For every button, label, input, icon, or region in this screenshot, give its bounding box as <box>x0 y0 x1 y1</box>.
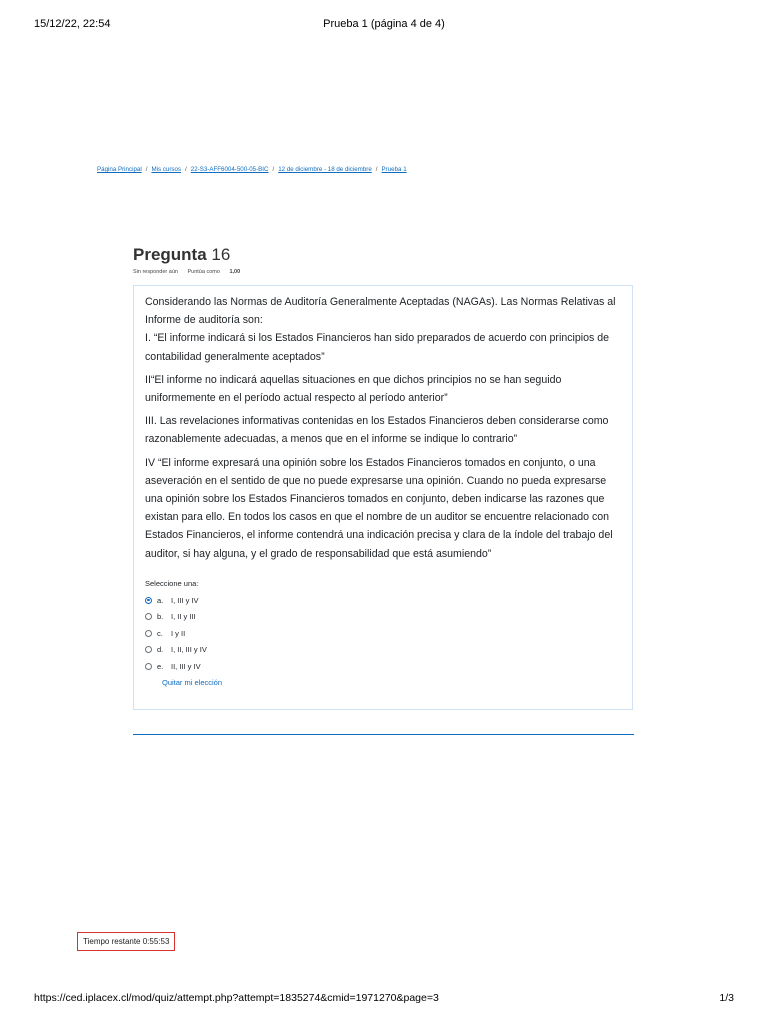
score-value: 1,00 <box>229 269 241 275</box>
question-paragraph-intro: Considerando las Normas de Auditoría Generalmente Aceptadas (NAGAs). Las Normas Relativas al Informe de auditoría son: I. “El informe indicará si los Estados Financieros han sido preparados de acuerdo con principios de contabilidad generalmente aceptados” <box>145 296 616 363</box>
score-label: Puntúa como <box>187 269 220 275</box>
question-paragraph-iii: III. Las revelaciones informativas contenidas en los Estados Financieros deben considerarse como razonablemente adecuadas, a menos que en el informe se indique lo contrario” <box>145 415 609 446</box>
breadcrumb-separator: / <box>272 166 275 173</box>
breadcrumb-separator: / <box>145 166 148 173</box>
question-content-box <box>133 285 633 710</box>
question-paragraph-ii: II“El informe no indicará aquellas situaciones en que dichos principios no se han seguido uniformemente en el período actual respecto al período anterior” <box>145 373 562 405</box>
option-label: II, III y IV <box>171 661 201 671</box>
option-c[interactable] <box>145 625 621 642</box>
time-remaining: Tiempo restante 0:55:53 <box>77 932 175 951</box>
option-b[interactable] <box>145 608 621 625</box>
option-letter: b. <box>157 612 164 622</box>
print-header <box>34 18 734 34</box>
print-title: Prueba 1 (página 4 de 4) <box>323 18 445 30</box>
answer-prompt: Seleccione una: <box>145 578 199 588</box>
radio-e[interactable] <box>145 663 152 670</box>
question-score <box>187 269 240 275</box>
option-d[interactable] <box>145 641 621 658</box>
question-status: Sin responder aún <box>133 269 178 275</box>
radio-a[interactable] <box>145 597 152 604</box>
option-label: I, III y IV <box>171 595 199 605</box>
question-paragraph-iv: IV “El informe expresará una opinión sobre los Estados Financieros tomados en conjunto, o una aseveración en el sentido de que no puede expresarse una opinión. Cuando no pueda expresarse una opinión sobre los Estados Financieros tomados en conjunto, deben indicarse las razones que existan para ello. En todos los casos en que el nombre de un auditor se encuentre relacionado con Estados Financieros, el informe contendrá una indicación precisa y clara de la índole del trabajo del auditor, si hay alguna, y el grado de responsabilidad que está asumiendo” <box>145 456 613 560</box>
question-number: 16 <box>211 245 231 264</box>
breadcrumb-my-courses-link[interactable]: Mis cursos <box>151 166 182 173</box>
question-title <box>133 245 248 265</box>
breadcrumb <box>97 166 407 173</box>
print-url: https://ced.iplacex.cl/mod/quiz/attempt.php?attempt=1835274&cmid=1971270&page=3 <box>34 992 439 1004</box>
radio-d[interactable] <box>145 646 152 653</box>
question-info <box>133 269 248 275</box>
question-text <box>145 293 621 563</box>
print-datetime: 15/12/22, 22:54 <box>34 18 111 30</box>
answer-options <box>145 592 621 675</box>
option-e[interactable] <box>145 658 621 675</box>
question-header <box>133 245 248 275</box>
breadcrumb-course-link[interactable]: 22-S3-AFF6004-500-05-BIC <box>190 166 269 173</box>
breadcrumb-home-link[interactable]: Página Principal <box>97 166 142 173</box>
breadcrumb-quiz-link[interactable]: Prueba 1 <box>381 166 407 173</box>
option-letter: a. <box>157 595 164 605</box>
radio-c[interactable] <box>145 630 152 637</box>
option-letter: d. <box>157 645 164 655</box>
option-label: I y II <box>171 628 186 638</box>
option-label: I, II y III <box>171 612 196 622</box>
option-a[interactable] <box>145 592 621 609</box>
breadcrumb-separator: / <box>185 166 187 173</box>
breadcrumb-week-link[interactable]: 12 de diciembre - 18 de diciembre <box>278 166 372 173</box>
option-letter: e. <box>157 661 164 671</box>
content-divider <box>133 734 634 735</box>
question-word: Pregunta <box>133 245 207 264</box>
option-letter: c. <box>157 628 163 638</box>
clear-choice-link[interactable]: Quitar mi elección <box>162 678 223 688</box>
breadcrumb-separator: / <box>375 166 378 173</box>
print-page-number: 1/3 <box>719 992 734 1004</box>
radio-b[interactable] <box>145 613 152 620</box>
option-label: I, II, III y IV <box>171 645 207 655</box>
